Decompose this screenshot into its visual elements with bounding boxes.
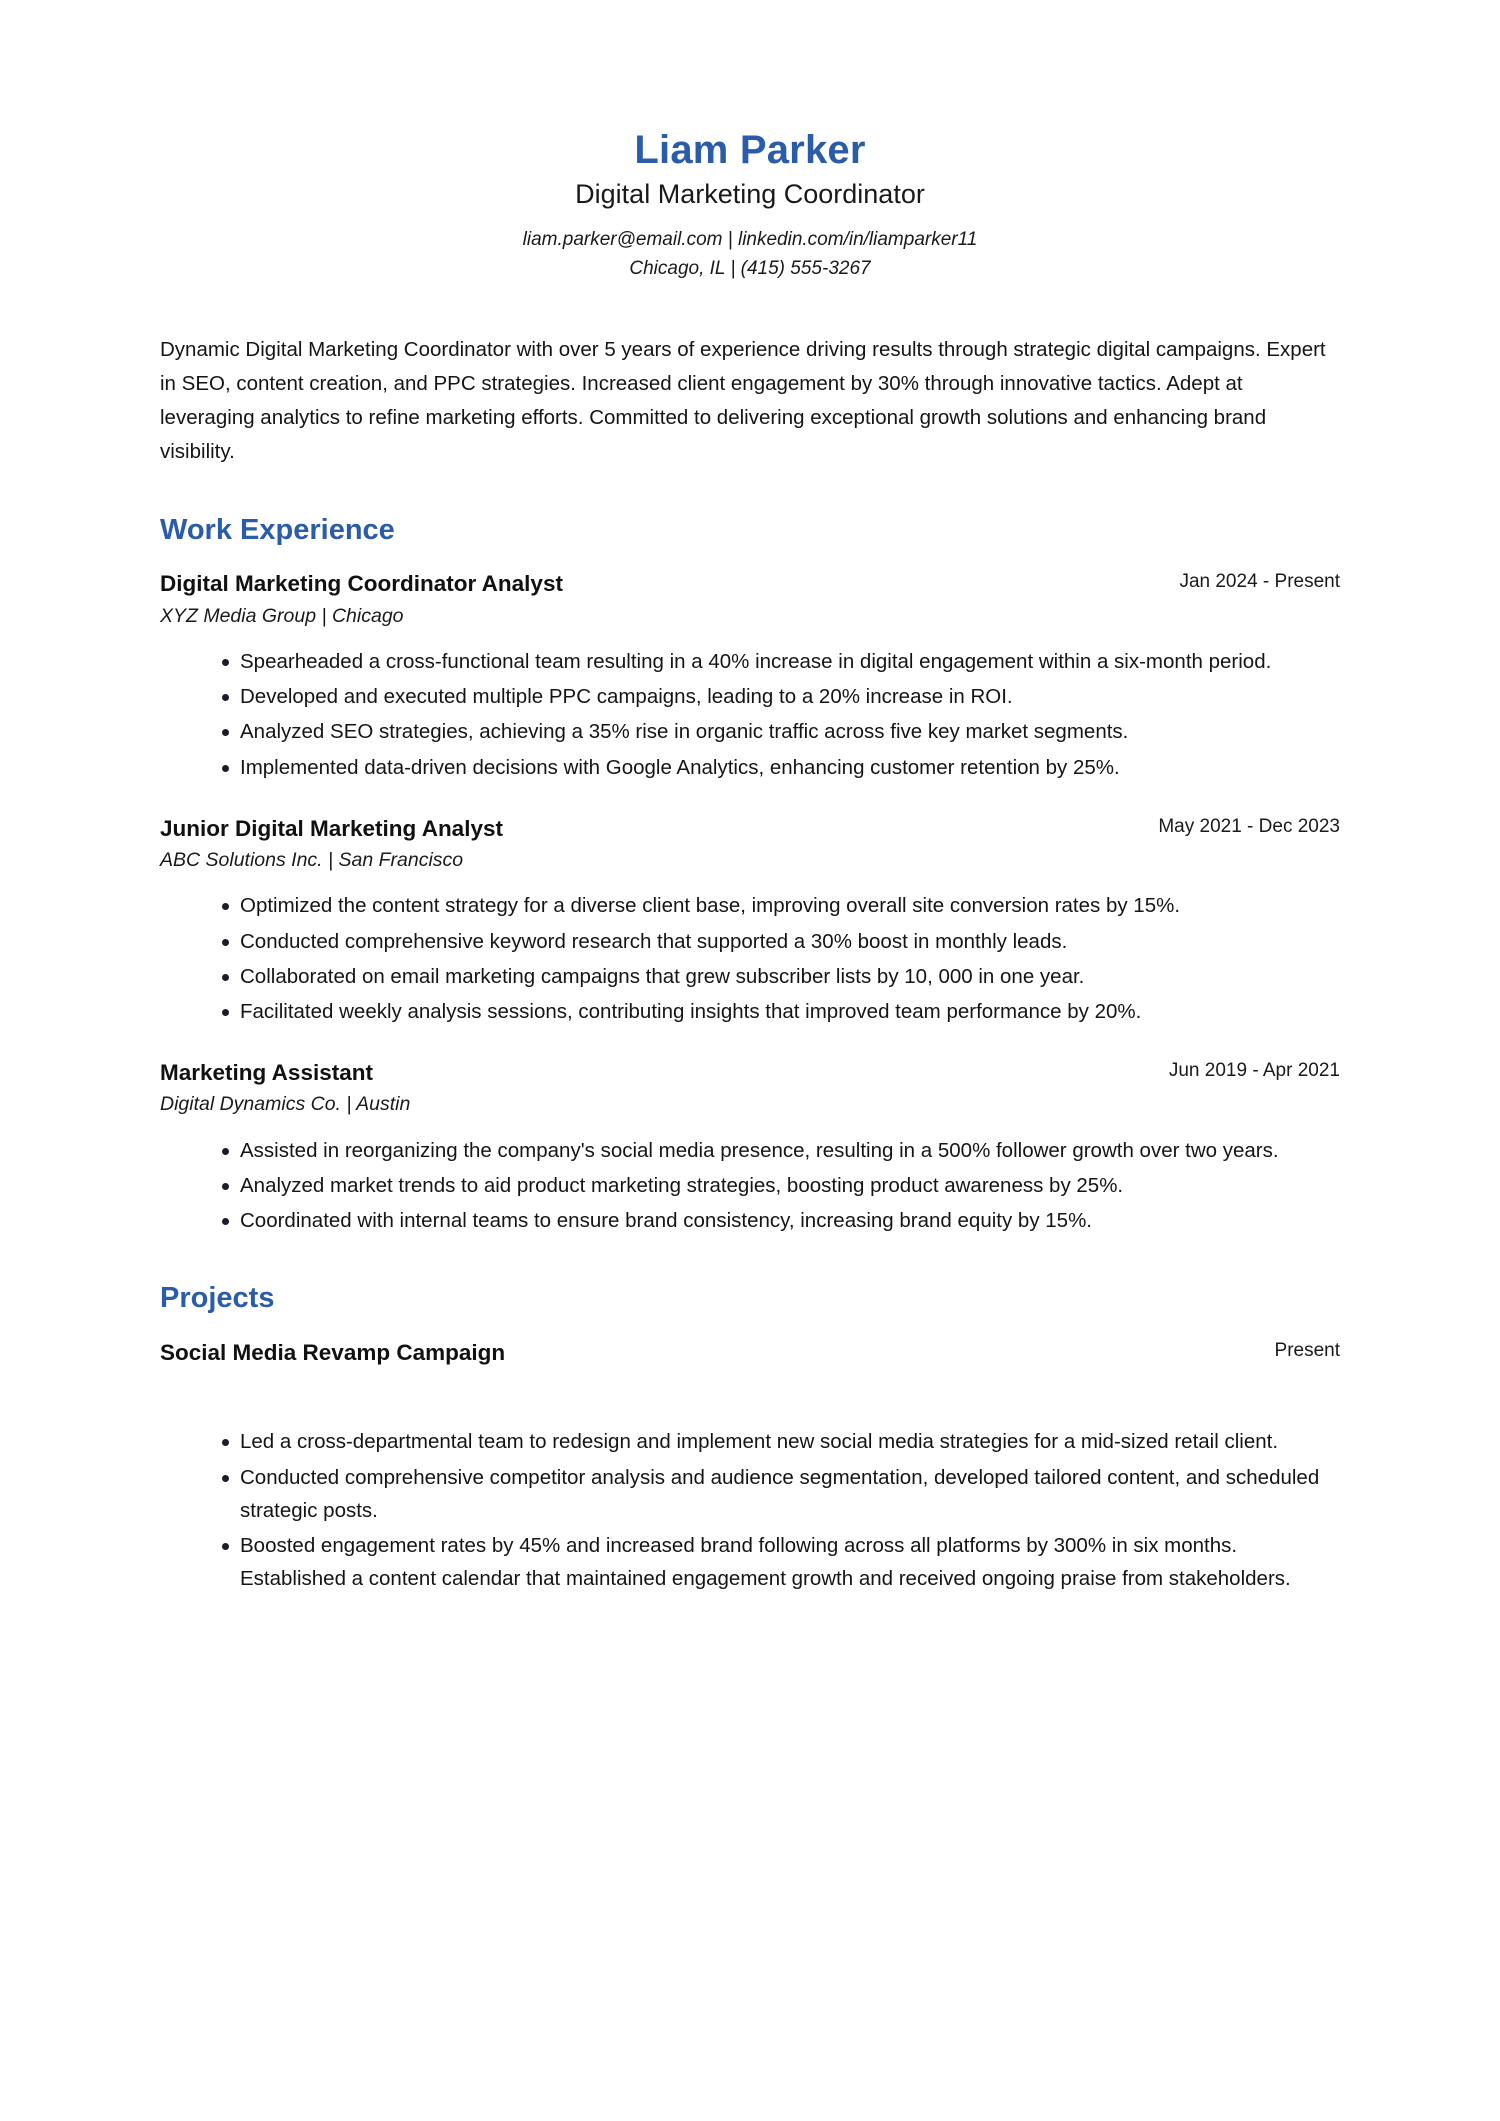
entry-date: May 2021 - Dec 2023 bbox=[1158, 815, 1340, 837]
entry-bullet: Analyzed market trends to aid product marketing strategies, boosting product awareness by 25%. bbox=[222, 1169, 1340, 1202]
entry-bullet: Coordinated with internal teams to ensure brand consistency, increasing brand equity by 15%. bbox=[222, 1204, 1340, 1237]
entry-title: Digital Marketing Coordinator Analyst bbox=[160, 571, 563, 597]
entry-subtitle: ABC Solutions Inc. | San Francisco bbox=[160, 849, 464, 872]
entry-date: Present bbox=[1274, 1340, 1340, 1362]
candidate-name: Liam Parker bbox=[634, 128, 866, 172]
entry-header bbox=[160, 1338, 1340, 1367]
professional-summary: Dynamic Digital Marketing Coordinator with over 5 years of experience driving results through strategic digital campaigns. Expert in SEO, content creation, and PPC strategies. Increased client engagement by 30% through innovative tactics. Adept at leveraging analytics to refine marketing efforts. Committed to delivering exceptional growth solutions and enhancing brand visibility. bbox=[160, 338, 1326, 463]
resume-section bbox=[160, 513, 1340, 1238]
entry-bullet: Assisted in reorganizing the company's social media presence, resulting in a 500% follower growth over two years. bbox=[222, 1134, 1340, 1167]
entry-bullet: Analyzed SEO strategies, achieving a 35% rise in organic traffic across five key market segments. bbox=[222, 715, 1340, 748]
entry-bullet: Optimized the content strategy for a diverse client base, improving overall site conversion rates by 15%. bbox=[222, 889, 1340, 922]
resume-section bbox=[160, 1281, 1340, 1595]
entry-date: Jan 2024 - Present bbox=[1179, 571, 1340, 593]
entry-bullet-list bbox=[160, 645, 1340, 784]
entry-title: Junior Digital Marketing Analyst bbox=[160, 815, 503, 841]
entry-bullet: Developed and executed multiple PPC campaigns, leading to a 20% increase in ROI. bbox=[222, 680, 1340, 713]
entry-bullet: Collaborated on email marketing campaigns that grew subscriber lists by 10, 000 in one year. bbox=[222, 960, 1340, 993]
entry-bullet: Facilitated weekly analysis sessions, contributing insights that improved team performance by 20%. bbox=[222, 995, 1340, 1028]
entry-bullet: Implemented data-driven decisions with Google Analytics, enhancing customer retention by 25%. bbox=[222, 751, 1340, 784]
section-title: Projects bbox=[160, 1282, 275, 1315]
resume-sections bbox=[160, 513, 1340, 1596]
entry-bullet-list bbox=[160, 889, 1340, 1028]
entry-subtitle: Digital Dynamics Co. | Austin bbox=[160, 1093, 411, 1116]
entry-bullet: Led a cross-departmental team to redesign and implement new social media strategies for a mid-sized retail client. bbox=[222, 1425, 1340, 1458]
entry-subtitle: XYZ Media Group | Chicago bbox=[160, 604, 404, 627]
candidate-headline: Digital Marketing Coordinator bbox=[575, 179, 925, 209]
entry-bullet: Conducted comprehensive competitor analysis and audience segmentation, developed tailored content, and scheduled strategic posts. bbox=[222, 1461, 1340, 1527]
section-title: Work Experience bbox=[160, 513, 395, 546]
entry-bullet-list bbox=[160, 1425, 1340, 1595]
entry-date: Jun 2019 - Apr 2021 bbox=[1168, 1060, 1340, 1082]
contact-line-email-linkedin: liam.parker@email.com | linkedin.com/in/liamparker11 bbox=[522, 229, 978, 251]
resume-entry bbox=[160, 1058, 1340, 1237]
entry-title: Social Media Revamp Campaign bbox=[160, 1340, 506, 1366]
entry-bullet: Spearheaded a cross-functional team resulting in a 40% increase in digital engagement within a six-month period. bbox=[222, 645, 1340, 678]
entry-header bbox=[160, 814, 1340, 843]
resume-entry bbox=[160, 814, 1340, 1028]
entry-header bbox=[160, 569, 1340, 598]
entry-subtitle-spacer bbox=[160, 1367, 1340, 1409]
resume-entry bbox=[160, 1338, 1340, 1595]
resume-entry bbox=[160, 569, 1340, 783]
entry-title: Marketing Assistant bbox=[160, 1060, 373, 1086]
contact-line-location-phone: Chicago, IL | (415) 555-3267 bbox=[629, 257, 871, 279]
entry-bullet-list bbox=[160, 1134, 1340, 1238]
resume-content bbox=[160, 128, 1340, 1625]
entry-bullet: Conducted comprehensive keyword research that supported a 30% boost in monthly leads. bbox=[222, 925, 1340, 958]
resume-header bbox=[160, 128, 1340, 283]
entry-bullet: Boosted engagement rates by 45% and increased brand following across all platforms by 300% in six months. Established a content calendar that maintained engagement growth and received ongoing praise from stakeholders. bbox=[222, 1529, 1340, 1595]
entry-header bbox=[160, 1058, 1340, 1087]
